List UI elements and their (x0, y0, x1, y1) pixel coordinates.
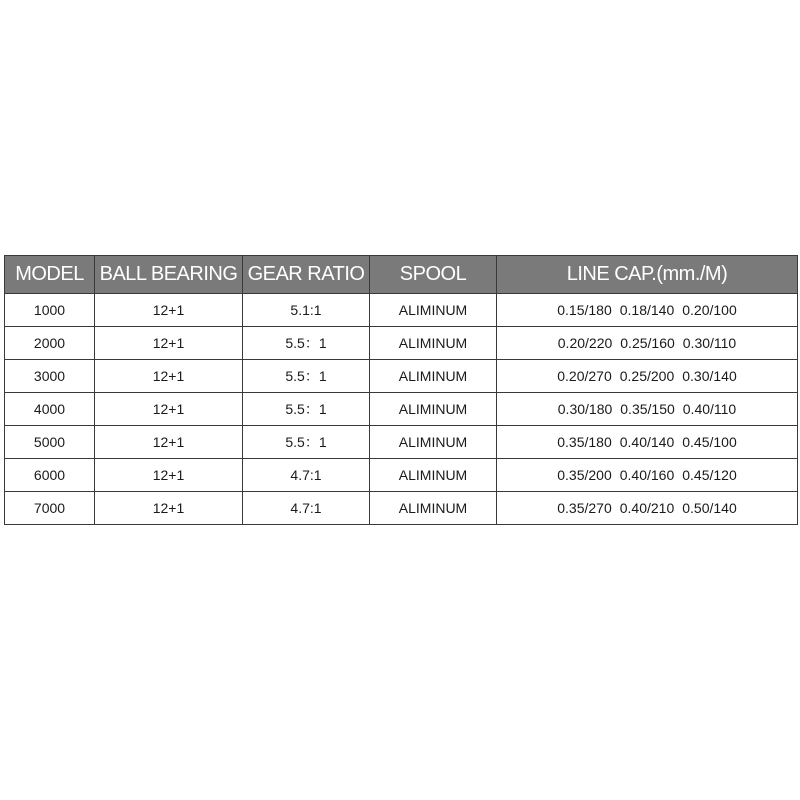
model-cell: 1000 (5, 294, 95, 327)
spool-cell: ALIMINUM (370, 360, 497, 393)
line-capacity-value: 0.30/140 (682, 368, 737, 384)
line-capacity-value: 0.20/100 (682, 302, 737, 318)
line-capacity-value: 0.25/160 (620, 335, 675, 351)
table-row (5, 393, 798, 426)
gear-ratio-cell: 5.5：1 (243, 426, 370, 459)
spool-cell: ALIMINUM (370, 492, 497, 525)
model-cell: 7000 (5, 492, 95, 525)
line-capacity-value: 0.30/110 (682, 335, 737, 351)
table-row (5, 327, 798, 360)
gear-ratio-cell: 4.7:1 (243, 459, 370, 492)
ball-bearing-cell: 12+1 (95, 492, 243, 525)
table-row (5, 459, 798, 492)
header-row (5, 256, 798, 294)
table-row (5, 492, 798, 525)
spool-cell: ALIMINUM (370, 294, 497, 327)
model-cell: 6000 (5, 459, 95, 492)
gear-ratio-cell: 5.1:1 (243, 294, 370, 327)
line-capacity-value: 0.40/160 (619, 467, 675, 483)
model-cell: 3000 (5, 360, 95, 393)
line-capacity-value: 0.35/150 (620, 401, 675, 417)
line-capacity-value: 0.30/180 (557, 401, 613, 417)
model-cell: 5000 (5, 426, 95, 459)
line-capacity-value: 0.18/140 (619, 302, 675, 318)
gear-ratio-cell: 5.5：1 (243, 360, 370, 393)
ball-bearing-cell: 12+1 (95, 294, 243, 327)
gear-ratio-cell: 5.5：1 (243, 393, 370, 426)
gear-ratio-cell: 5.5：1 (243, 327, 370, 360)
line-capacity-value: 0.40/140 (619, 434, 675, 450)
line-capacity-value: 0.25/200 (619, 368, 675, 384)
header-spool: SPOOL (370, 256, 497, 294)
spool-cell: ALIMINUM (370, 426, 497, 459)
line-capacity-value: 0.35/200 (557, 467, 612, 483)
table-row (5, 294, 798, 327)
line-capacity-value: 0.20/270 (557, 368, 612, 384)
spool-cell: ALIMINUM (370, 327, 497, 360)
line-capacity-value: 0.45/100 (682, 434, 737, 450)
line-capacity-cell (497, 393, 798, 426)
ball-bearing-cell: 12+1 (95, 393, 243, 426)
ball-bearing-cell: 12+1 (95, 360, 243, 393)
line-capacity-value: 0.35/180 (557, 434, 612, 450)
line-capacity-cell (497, 360, 798, 393)
line-capacity-cell (497, 327, 798, 360)
spool-cell: ALIMINUM (370, 459, 497, 492)
line-capacity-value: 0.35/270 (557, 500, 612, 516)
header-ball-bearing: BALL BEARING (95, 256, 243, 294)
gear-ratio-cell: 4.7:1 (243, 492, 370, 525)
spec-table (4, 255, 798, 525)
line-capacity-cell (497, 426, 798, 459)
ball-bearing-cell: 12+1 (95, 459, 243, 492)
table-row (5, 360, 798, 393)
header-gear-ratio: GEAR RATIO (243, 256, 370, 294)
table-row (5, 426, 798, 459)
model-cell: 4000 (5, 393, 95, 426)
line-capacity-value: 0.40/210 (619, 500, 675, 516)
header-model: MODEL (5, 256, 95, 294)
ball-bearing-cell: 12+1 (95, 426, 243, 459)
line-capacity-value: 0.15/180 (557, 302, 612, 318)
line-capacity-value: 0.40/110 (682, 401, 737, 417)
line-capacity-cell (497, 492, 798, 525)
line-capacity-cell (497, 459, 798, 492)
line-capacity-value: 0.20/220 (557, 335, 613, 351)
model-cell: 2000 (5, 327, 95, 360)
line-capacity-value: 0.50/140 (682, 500, 737, 516)
table-body (5, 294, 798, 525)
line-capacity-cell (497, 294, 798, 327)
header-line-capacity: LINE CAP.(mm./M) (497, 256, 798, 294)
ball-bearing-cell: 12+1 (95, 327, 243, 360)
spool-cell: ALIMINUM (370, 393, 497, 426)
line-capacity-value: 0.45/120 (682, 467, 737, 483)
